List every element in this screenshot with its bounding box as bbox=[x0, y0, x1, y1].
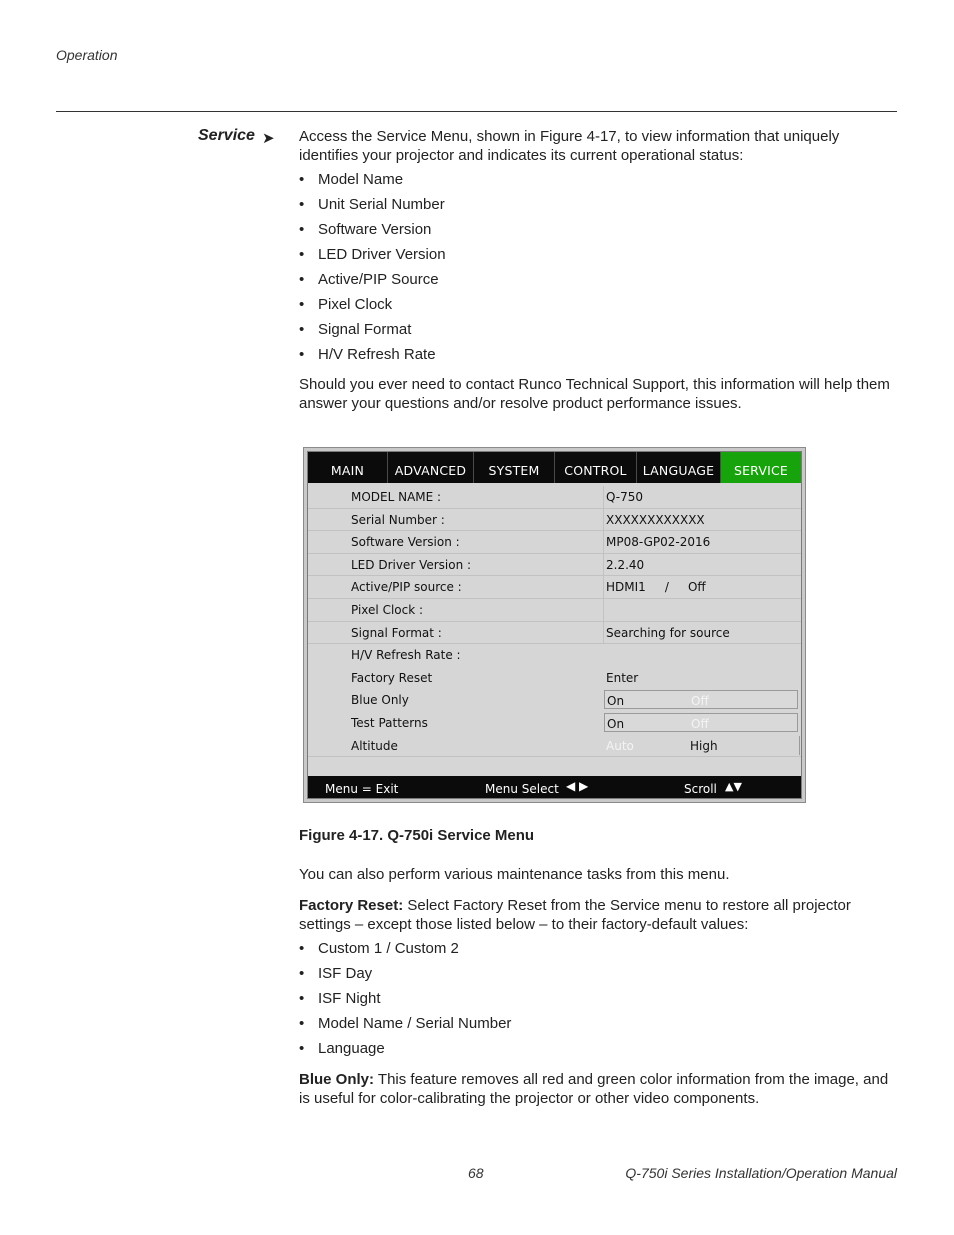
list-item: • H/V Refresh Rate bbox=[299, 346, 436, 363]
service-menu-panel bbox=[307, 451, 802, 799]
list-item: • Pixel Clock bbox=[299, 296, 393, 313]
list-item: • ISF Night bbox=[299, 990, 381, 1007]
factory-reset-enter[interactable]: Enter bbox=[606, 670, 639, 685]
list-item: • Signal Format bbox=[299, 321, 412, 338]
menu-row-led-driver-version: LED Driver Version : 2.2.40 bbox=[308, 554, 801, 577]
left-right-arrows-icon: ◀ ▶ bbox=[566, 779, 589, 793]
menu-row-serial-number: Serial Number : XXXXXXXXXXXX bbox=[308, 509, 801, 532]
menu-row-hv-refresh-rate: H/V Refresh Rate : bbox=[351, 648, 461, 663]
blue-only-toggle[interactable]: On Off bbox=[604, 690, 798, 709]
list-item: • Active/PIP Source bbox=[299, 271, 439, 288]
list-item: • Model Name bbox=[299, 171, 404, 188]
altitude-high-option[interactable]: High bbox=[690, 738, 718, 753]
menu-row-active-pip-source: Active/PIP source : HDMI1 / Off bbox=[308, 576, 801, 599]
scroll-hint: Scroll bbox=[684, 782, 717, 796]
tab-main[interactable]: MAIN bbox=[308, 452, 388, 483]
tab-language[interactable]: LANGUAGE bbox=[637, 452, 721, 483]
menu-row-test-patterns: Test Patterns On Off bbox=[308, 712, 801, 735]
service-intro: Access the Service Menu, shown in Figure 4-17, to view information that uniquely identifies your projector and indicates its current operational status: bbox=[299, 128, 840, 164]
menu-select-hint: Menu Select bbox=[485, 782, 559, 796]
figure-caption: Figure 4-17. Q-750i Service Menu bbox=[299, 827, 535, 844]
menu-tab-bar bbox=[308, 452, 801, 483]
list-item: • Software Version bbox=[299, 221, 432, 238]
menu-row-model-name: MODEL NAME : Q-750 bbox=[308, 486, 801, 509]
section-header: Operation bbox=[56, 47, 118, 63]
test-patterns-toggle[interactable]: On Off bbox=[604, 713, 798, 732]
header-divider bbox=[56, 111, 897, 112]
support-paragraph: Should you ever need to contact Runco Technical Support, this information will help them answer your questions and/or resolve product performance issues. bbox=[299, 376, 890, 412]
menu-row-altitude: Altitude Auto High bbox=[308, 735, 801, 758]
tab-service[interactable]: SERVICE bbox=[721, 452, 801, 483]
factory-reset-exceptions-list bbox=[299, 939, 899, 1064]
menu-row-software-version: Software Version : MP08-GP02-2016 bbox=[308, 531, 801, 554]
manual-title: Q-750i Series Installation/Operation Manual bbox=[625, 1165, 897, 1181]
blue-only-paragraph: Blue Only: This feature removes all red and green color information from the image, and is useful for color-calibrating the projector or other video components. bbox=[299, 1071, 889, 1107]
tab-system[interactable]: SYSTEM bbox=[474, 452, 555, 483]
service-menu-figure bbox=[303, 447, 806, 803]
menu-row-factory-reset[interactable]: Factory Reset Enter bbox=[351, 670, 639, 685]
list-item: • ISF Day bbox=[299, 965, 373, 982]
tab-control[interactable]: CONTROL bbox=[555, 452, 637, 483]
menu-help-bar bbox=[308, 776, 801, 798]
menu-row-pixel-clock: Pixel Clock : bbox=[308, 599, 801, 622]
menu-row-signal-format: Signal Format : Searching for source bbox=[308, 622, 801, 645]
service-info-list bbox=[299, 170, 899, 370]
up-down-arrows-icon: ▲▼ bbox=[725, 780, 742, 793]
menu-exit-hint: Menu = Exit bbox=[325, 782, 399, 796]
list-item: • Custom 1 / Custom 2 bbox=[299, 940, 459, 957]
service-menu-rows bbox=[308, 486, 801, 757]
factory-reset-paragraph: Factory Reset: Select Factory Reset from the Service menu to restore all projector settings – except those listed below – to their factory-default values: bbox=[299, 897, 851, 933]
list-item: • Unit Serial Number bbox=[299, 196, 445, 213]
arrow-icon: ➤ bbox=[262, 130, 275, 147]
altitude-auto-option[interactable]: Auto bbox=[606, 738, 634, 753]
maintenance-paragraph: You can also perform various maintenance tasks from this menu. bbox=[299, 866, 730, 883]
service-heading: Service bbox=[198, 127, 255, 144]
list-item: • Model Name / Serial Number bbox=[299, 1015, 512, 1032]
tab-advanced[interactable]: ADVANCED bbox=[388, 452, 474, 483]
menu-row-blue-only: Blue Only On Off bbox=[308, 689, 801, 712]
list-item: • LED Driver Version bbox=[299, 246, 446, 263]
list-item: • Language bbox=[299, 1040, 385, 1057]
page-number: 68 bbox=[468, 1165, 484, 1181]
